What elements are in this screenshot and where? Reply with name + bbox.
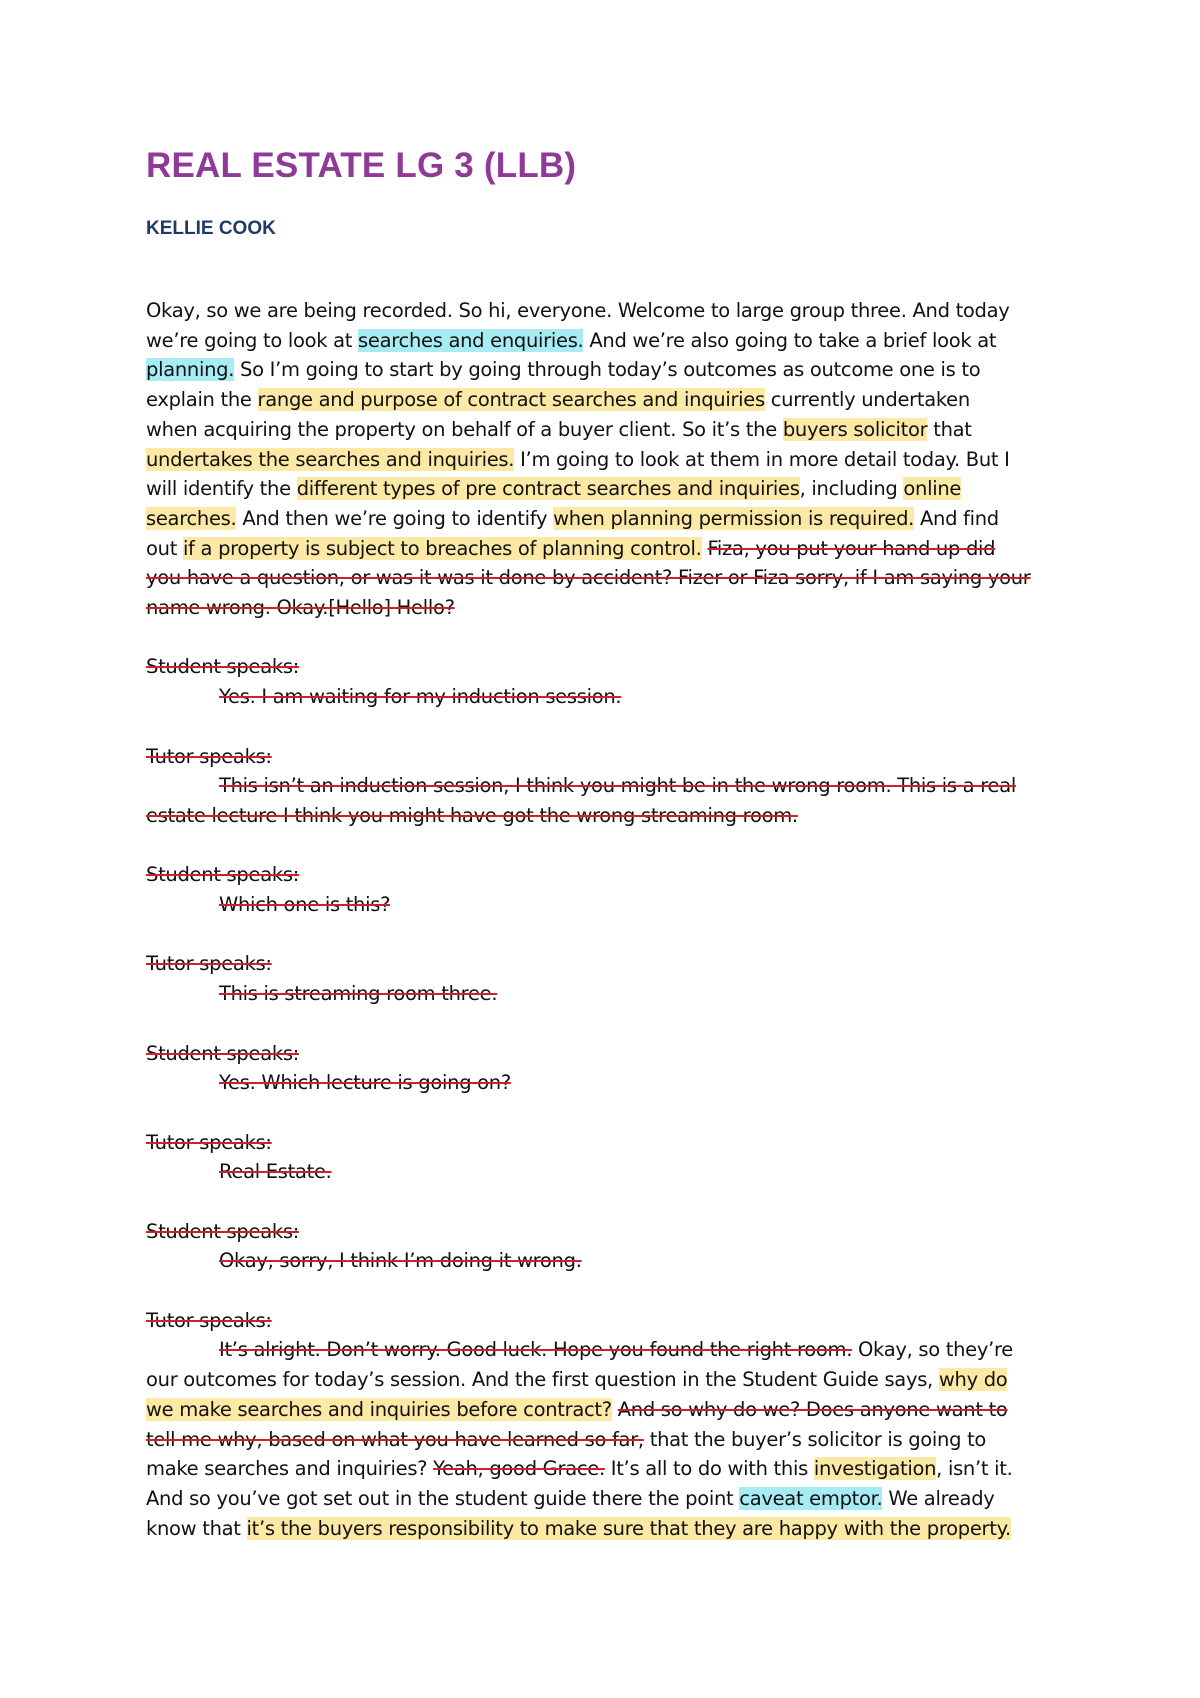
paragraph-gap — [146, 1009, 1076, 1039]
speaker-label: Student speaks: — [146, 655, 299, 679]
strikethrough-text: Which one is this? — [219, 893, 391, 917]
highlight-yellow: different types of pre contract searches and inquiries — [296, 477, 800, 501]
highlight-blue: planning. — [146, 358, 235, 382]
highlight-yellow: if a property is subject to breaches of planning control. — [182, 536, 702, 560]
speaker-label: Tutor speaks: — [146, 744, 272, 768]
intro-line-9 — [146, 534, 1076, 564]
highlight-yellow: searches. — [146, 506, 237, 530]
transcript-body — [146, 296, 1076, 1543]
utterance — [146, 682, 1076, 712]
utterance — [146, 979, 1076, 1009]
paragraph-gap — [146, 1276, 1076, 1306]
speaker-label: Student speaks: — [146, 863, 299, 887]
text-run: So I’m going to start by going through today’s outcomes as outcome one is to — [234, 358, 981, 382]
intro-line-3 — [146, 355, 1076, 385]
text-run: And we’re also going to take a brief look at — [583, 328, 997, 352]
intro-line-11 — [146, 593, 1076, 623]
intro-line-6 — [146, 445, 1076, 475]
highlight-yellow: it’s the buyers responsibility to make sure that they are happy with the property. — [246, 1516, 1011, 1540]
strikethrough-text: It’s alright. Don’t worry. Good luck. Hope you found the right room. — [219, 1338, 853, 1362]
closing-line-7 — [146, 1514, 1076, 1544]
speaker-label: Student speaks: — [146, 1041, 299, 1065]
intro-line-5 — [146, 415, 1076, 445]
strikethrough-text: estate lecture I think you might have got the wrong streaming room. — [146, 803, 798, 827]
text-run: And then we’re going to identify — [236, 506, 554, 530]
intro-line-1 — [146, 296, 1076, 326]
strikethrough-text: This is streaming room three. — [219, 982, 498, 1006]
utterance — [146, 1068, 1076, 1098]
highlight-yellow: we make searches and inquiries before contract? — [146, 1397, 612, 1421]
closing-line-3 — [146, 1395, 1076, 1425]
paragraph-gap — [146, 1187, 1076, 1217]
text-run: And find — [914, 506, 999, 530]
highlight-blue: caveat emptor. — [739, 1487, 883, 1510]
intro-line-2 — [146, 326, 1076, 356]
text-run: that — [927, 417, 972, 441]
intro-line-8 — [146, 504, 1076, 534]
utterance — [146, 1246, 1076, 1276]
paragraph-gap — [146, 1098, 1076, 1128]
intro-line-7 — [146, 474, 1076, 504]
speaker-label: Tutor speaks: — [146, 952, 272, 976]
strikethrough-text: And so why do we? Does anyone want to — [617, 1397, 1008, 1421]
dialogue-turn — [146, 1128, 1076, 1187]
text-run: currently undertaken — [764, 388, 970, 412]
strikethrough-text: tell me why, based on what you have learned so far, — [146, 1427, 644, 1451]
strikethrough-text: Yes. Which lecture is going on? — [219, 1071, 511, 1095]
paragraph-gap — [146, 831, 1076, 861]
dialogue-turn — [146, 860, 1076, 919]
closing-line-6 — [146, 1484, 1076, 1514]
highlight-yellow: range and purpose of contract searches and inquiries — [257, 388, 765, 412]
text-run: when acquiring the property on behalf of a buyer client. So it’s the — [146, 417, 783, 441]
strikethrough-text: Real Estate. — [219, 1160, 332, 1184]
highlight-blue: searches and enquiries. — [358, 328, 584, 352]
dialogue-turn — [146, 1306, 1076, 1544]
text-run: explain the — [146, 388, 258, 412]
strikethrough-text: name wrong. Okay.[Hello] Hello? — [146, 596, 455, 620]
text-run: we’re going to look at — [146, 328, 359, 352]
document-title: REAL ESTATE LG 3 (LLB) — [146, 146, 577, 185]
utterance-continued — [146, 801, 1076, 831]
intro-paragraph — [146, 296, 1076, 623]
text-run: will identify the — [146, 477, 297, 501]
dialogue-turn — [146, 1217, 1076, 1276]
highlight-yellow: why do — [938, 1368, 1008, 1392]
highlight-yellow: when planning permission is required. — [553, 506, 915, 530]
closing-line-4 — [146, 1425, 1076, 1455]
closing-line-5 — [146, 1454, 1076, 1484]
text-run: our outcomes for today’s session. And the first question in the Student Guide says, — [146, 1368, 939, 1392]
highlight-yellow: undertakes the searches and inquiries. — [146, 447, 515, 471]
strikethrough-text: you have a question, or was it was it done by accident? Fizer or Fiza sorry, if I am saying your — [146, 566, 1031, 590]
speaker-label: Student speaks: — [146, 1219, 299, 1243]
text-run: I’m going to look at them in more detail today. But I — [514, 447, 1010, 471]
intro-line-4 — [146, 385, 1076, 415]
utterance — [146, 1157, 1076, 1187]
text-run: Okay, so we are being recorded. So hi, everyone. Welcome to large group three. And today — [146, 299, 1010, 322]
strikethrough-text: Okay, sorry, I think I’m doing it wrong. — [219, 1249, 582, 1273]
dialogue-turn — [146, 1039, 1076, 1098]
utterance — [146, 890, 1076, 920]
utterance — [146, 771, 1076, 801]
text-run: that the buyer’s solicitor is going to — [643, 1427, 987, 1451]
paragraph-gap — [146, 920, 1076, 950]
text-run: out — [146, 536, 183, 560]
highlight-yellow: online — [903, 477, 962, 501]
text-run: It’s all to do with this — [604, 1457, 814, 1481]
text-run: And so you’ve got set out in the student guide there the point — [146, 1487, 740, 1510]
strikethrough-text: Fiza, you put your hand up did — [707, 536, 996, 560]
paragraph-gap — [146, 712, 1076, 742]
text-run: , including — [799, 477, 904, 501]
strikethrough-text: This isn’t an induction session, I think you might be in the wrong room. This is a real — [219, 774, 1016, 798]
dialogue-turn — [146, 742, 1076, 831]
text-run: make searches and inquiries? — [146, 1457, 434, 1481]
highlight-yellow: buyers solicitor — [782, 417, 928, 441]
closing-line-2 — [146, 1365, 1076, 1395]
paragraph-gap — [146, 623, 1076, 653]
dialogue-turn — [146, 949, 1076, 1008]
author-name: KELLIE COOK — [146, 218, 276, 239]
intro-line-10 — [146, 563, 1076, 593]
strikethrough-text: Yeah, good Grace. — [433, 1457, 605, 1481]
speaker-label: Tutor speaks: — [146, 1308, 272, 1332]
text-run: know that — [146, 1516, 247, 1540]
text-run: , isn’t it. — [936, 1457, 1013, 1481]
speaker-label: Tutor speaks: — [146, 1130, 272, 1154]
strikethrough-text: Yes. I am waiting for my induction session. — [219, 685, 622, 709]
dialogue-turn — [146, 652, 1076, 711]
highlight-yellow: investigation — [813, 1457, 937, 1481]
text-run: Okay, so they’re — [852, 1338, 1013, 1362]
text-run: We already — [882, 1487, 995, 1510]
closing-line-1 — [146, 1335, 1076, 1365]
